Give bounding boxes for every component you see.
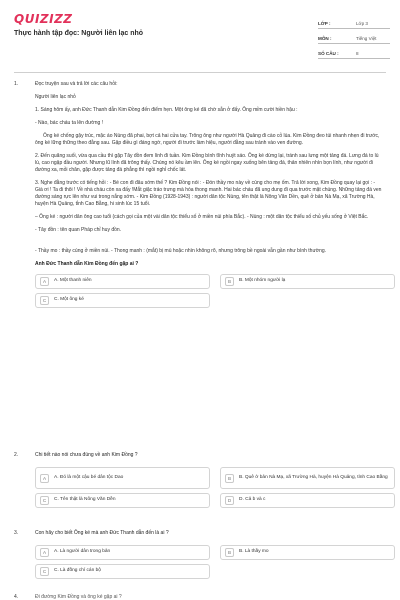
option-text: C. Một ông ké [54,297,84,303]
question-number: 2. [14,452,19,458]
option-letter: C [40,496,49,505]
glossary-text: - Thầy mo : thầy cúng ở miền núi. - Thong manh : (mắt) bị mù hoặc nhìn không rõ, nhưng trông bề ngoài vẫn gần như bình thường. [35,248,327,254]
option-letter: B [225,277,234,286]
answer-option-c[interactable] [35,493,210,508]
meta-row-subject [318,29,390,44]
meta-label: LỚP : [318,21,331,26]
option-letter: A [40,277,49,286]
answer-options [35,274,384,308]
instruction-text: Đọc truyện sau và trả lời các câu hỏi: [35,81,118,87]
option-text: D. Cả b và c [239,497,266,503]
question-stem: Chi tiết nào nói chưa đúng về anh Kim Đồng ? [35,452,138,458]
option-letter: C [40,296,49,305]
meta-value: Lớp 3 [356,21,368,26]
option-letter: A [40,474,49,483]
answer-option-a[interactable] [35,467,210,489]
glossary-text: - Tây đồn : tên quan Pháp chỉ huy đồn. [35,227,122,233]
answer-option-d[interactable] [220,493,395,508]
question-stem: Con hãy cho biết Ông ké mà anh Đức Thanh dẫn đến là ai ? [35,530,169,536]
glossary-text: – Ông ké : người dân ông cao tuổi (cách gọi của một vài dân tộc thiểu số ở miền núi phía Bắc). - Nùng : một dân tộc thiểu số chủ yếu sống ở Việt Bắc. [35,214,369,220]
meta-value: 8 [356,51,359,56]
header-divider [14,72,386,73]
meta-row-grade [318,14,390,29]
question-number: 1. [14,81,19,87]
story-paragraph: - Nào, bác cháu ta lên đường ! [35,120,104,126]
option-text: B. Quê ở bản Nà Mạ, xã Trường Hà, huyện Hà Quảng, tỉnh Cao Bằng [239,474,388,480]
meta-label: SỐ CÂU : [318,51,339,56]
quizizz-logo: QUIZIZZ [14,12,73,26]
option-letter: C [40,567,49,576]
option-text: A. Là người dân trong bản [54,549,111,555]
meta-row-question-count [318,44,390,59]
question-body [35,452,388,508]
option-text: B. Là thầy mo [239,549,269,555]
option-letter: D [225,496,234,505]
answer-options [35,545,384,579]
answer-option-a[interactable] [35,545,210,560]
question-number: 3. [14,530,19,536]
story-paragraph: 3. Nghe đằng trước có tiếng hỏi : - Bé con đi đâu sớm thế ? Kim Đồng nói : - Đón thầy mo này về cúng cho mẹ ốm. Trả lời xong, Kim Đồng quay lại gọi : - Già ơi ! Ta đi thôi ! Về nhà cháu còn xa đấy !Mắt giặc tráo trưng mà hóa thong manh. Hai bác cháu đã ung dung đi qua trước mặt chúng. Những tảng đá ven đường sáng rực lên như vui trong nắng sớm. - Kim Đồng (1928-1943) : người dân tộc Nùng, tên thật là Nông Văn Dền, quê ở bản Nà Mạ, xã Trường Hà, huyện Hà Quảng, tỉnh Cao Bằng, hi sinh lúc 15 tuổi. [35,180,382,207]
question-body [35,530,384,579]
option-text: A. Đó là một cậu bé dân tộc Dao [54,474,124,480]
answer-option-b[interactable] [220,545,395,560]
story-title: Người liên lạc nhỏ [35,94,76,100]
option-letter: B [225,548,234,557]
answer-option-b[interactable] [220,274,395,289]
option-text: B. Một nhóm người lạ [239,278,286,284]
option-text: A. Một thanh niên [54,278,92,284]
option-letter: A [40,548,49,557]
answer-option-b[interactable] [220,467,395,489]
story-paragraph: 2. Đến quãng suối, vừa qua cầu thì gặp Tây đồn đem lính đi tuần. Kim Đồng bình tĩnh huýt sáo. Ông ké dừng lại, tránh sau lưng một tảng đá. Lưng đá to lù lù, cao ngập đầu người. Nhưng lũ lính đã trông thấy. Chúng nó kêu ầm lên. Ông ké ngồi ngay xuống bên tảng đá, thản nhiên nhìn bọn lính, như người đi đường xa, mỏi chân, gặp được tảng đá phẳng thì ngồi nghỉ chốc lát. [35,153,379,173]
option-letter: B [225,474,234,483]
question-body [35,81,384,308]
worksheet-title: Thực hành tập đọc: Người liên lạc nhỏ [14,30,144,37]
question-number: 4. [14,594,19,600]
worksheet-meta [318,14,390,59]
answer-options [35,467,388,508]
answer-option-c[interactable] [35,564,210,579]
story-paragraph: Ông ké chống gậy trúc, mặc áo Nùng đã phai, bợt cả hai cửa tay. Trông ông như người Hà Quảng đi cào cỏ lúa. Kim Đồng đeo túi nhanh nhẹn đi trước, ông ké lững thững theo đằng sau. Gặp điều gì đáng ngờ, người đi trước làm hiệu, người đằng sau tránh vào ven đường. [35,133,380,146]
question-body [35,594,384,600]
question-stem: Anh Đức Thanh dẫn Kim Đồng đến gặp ai ? [35,261,139,267]
answer-option-a[interactable] [35,274,210,289]
option-text: C. Là đồng chí cán bộ [54,568,101,574]
meta-label: MÔN : [318,36,332,41]
story-paragraph: 1. Sáng hôm ấy, anh Đức Thanh dẫn Kim Đồng đến điểm hẹn. Một ông ké đã chờ sẵn ở đấy. Ông mỉm cười hiền hậu : [35,107,298,113]
question-stem: Đi đường Kim Đồng và ông ké gặp ai ? [35,594,122,600]
option-text: C. Tên thật là Nông Văn Dền [54,497,116,503]
meta-value: Tiếng Việt [356,36,377,41]
answer-option-c[interactable] [35,293,210,308]
